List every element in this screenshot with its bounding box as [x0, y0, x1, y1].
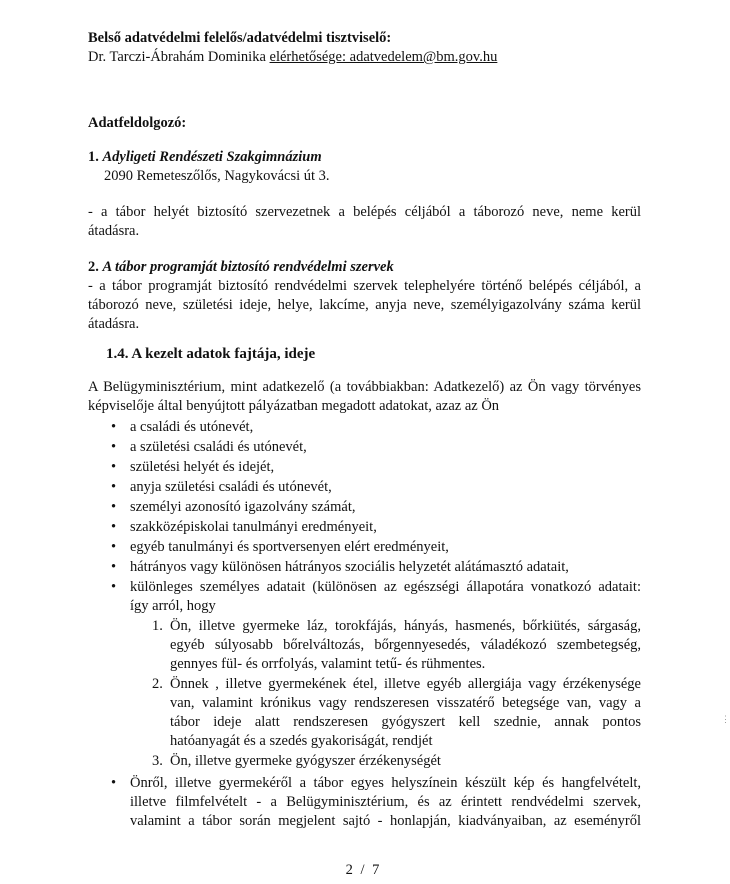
bullet-icon: • [111, 479, 117, 495]
dpo-contact-link[interactable]: elérhetősége: adatvedelem@bm.gov.hu [269, 49, 498, 65]
processor-2-desc-line: átadásra. [88, 316, 140, 332]
list-item [88, 498, 641, 517]
processor-1-desc-line: átadásra. [88, 223, 140, 239]
list-item [88, 558, 641, 577]
dpo-line [88, 48, 641, 67]
health-conditions-list [130, 617, 641, 771]
numbered-line: gennyes fül- és orrfolyás, valamint tetű- és rühmentes. [170, 656, 486, 672]
numbered-line: Önnek , illetve gyermekének étel, illetve egyéb allergiája vagy érzékenysége [170, 676, 641, 692]
processor-2-heading [88, 258, 641, 277]
processor-1 [88, 148, 641, 186]
dpo-block [88, 29, 641, 67]
intro-line: A Belügyminisztérium, mint adatkezelő (a továbbiakban: Adatkezelő) az Ön vagy törvényes [88, 379, 641, 395]
list-item-text: egyéb tanulmányi és sportversenyen elért eredményeit, [130, 539, 449, 555]
special-line: így arról, hogy [130, 598, 216, 614]
processor-title: Adatfeldolgozó: [88, 115, 187, 131]
processor-1-desc-line: - a tábor helyét biztosító szervezetnek a belépés céljából a táborozó neve, neme kerül [88, 204, 641, 220]
bullet-icon: • [111, 419, 117, 435]
bullet-icon: • [111, 499, 117, 515]
scan-margin-mark: ⋮ [721, 714, 730, 724]
list-item-special [88, 578, 641, 771]
item-number: 1. [152, 618, 163, 634]
numbered-item [130, 617, 641, 674]
item-number: 2. [152, 676, 163, 692]
numbered-line: hatóanyagát és a szedés gyakoriságát, rendjét [170, 733, 433, 749]
list-item [88, 538, 641, 557]
bullet-icon: • [111, 519, 117, 535]
processor-1-number: 1. [88, 149, 103, 165]
list-item [88, 478, 641, 497]
list-item-text: a családi és utónevét, [130, 419, 254, 435]
list-item [88, 418, 641, 437]
processor-2 [88, 258, 641, 334]
bullet-icon: • [111, 775, 117, 791]
intro-paragraph [88, 378, 641, 416]
numbered-item [130, 752, 641, 771]
processor-2-name: A tábor programját biztosító rendvédelmi szervek [102, 259, 394, 275]
list-item-text: személyi azonosító igazolvány számát, [130, 499, 356, 515]
numbered-line: egyéb súlyosabb bőrelváltozás, bőrgennyesedés, váladékozó szembetegség, [170, 637, 641, 653]
numbered-line: van, valamint krónikus vagy rendszeresen visszatérő betegsége van, vagy a [170, 695, 641, 711]
bullet-icon: • [111, 579, 117, 595]
list-item [88, 438, 641, 457]
list-item-text: a születési családi és utónevét, [130, 439, 307, 455]
processor-2-desc-line: táborozó neve, születési ideje, helye, lakcíme, anyja neve, személyigazolvány száma kerül [88, 297, 641, 313]
bullet-icon: • [111, 459, 117, 475]
media-line: Önről, illetve gyermekéről a tábor egyes helyszínein készült kép és hangfelvételt, [130, 775, 641, 791]
list-item-text: hátrányos vagy különösen hátrányos szociális helyzetét alátámasztó adatait, [130, 559, 569, 575]
section-heading: 1.4. A kezelt adatok fajtája, ideje [106, 346, 316, 362]
intro-line: képviselője által benyújtott pályázatban megadott adatokat, azaz az Ön [88, 398, 500, 414]
numbered-line: Ön, illetve gyermeke gyógyszer érzékenységét [170, 753, 441, 769]
list-item-text: anyja születési családi és utónevét, [130, 479, 332, 495]
processor-1-name: Adyligeti Rendészeti Szakgimnázium [102, 149, 322, 165]
processor-2-desc-line: - a tábor programját biztosító rendvédelmi szervek telephelyére történő belépés céljából, a [88, 278, 641, 294]
dpo-name: Dr. Tarczi-Ábrahám Dominika [88, 49, 270, 65]
dpo-title: Belső adatvédelmi felelős/adatvédelmi tisztviselő: [88, 30, 392, 46]
numbered-line: Ön, illetve gyermeke láz, torokfájás, hányás, hasmenés, bőrkiütés, sárgaság, [170, 618, 641, 634]
bullet-icon: • [111, 539, 117, 555]
processor-1-desc [88, 203, 641, 241]
list-item-media [88, 774, 641, 831]
list-item [88, 518, 641, 537]
processor-1-heading [88, 148, 641, 167]
numbered-item [130, 675, 641, 751]
bullet-icon: • [111, 439, 117, 455]
list-item-text: szakközépiskolai tanulmányi eredményeit, [130, 519, 377, 535]
list-item [88, 458, 641, 477]
special-line: különleges személyes adatait (különösen az egészségi állapotára vonatkozó adatait: [130, 579, 641, 595]
numbered-line: tábor ideje alatt rendszeresen gyógyszert kell szednie, annak pontos [170, 714, 641, 730]
processor-2-number: 2. [88, 259, 103, 275]
page-number: 2 / 7 [345, 862, 382, 878]
processor-1-address: 2090 Remeteszőlős, Nagykovácsi út 3. [104, 168, 330, 184]
media-line: illetve filmfelvételt - a Belügyminisztérium, és az érintett rendvédelmi szervek, [130, 794, 641, 810]
list-item-text: születési helyét és idejét, [130, 459, 275, 475]
item-number: 3. [152, 753, 163, 769]
media-line: valamint a tábor során megjelent sajtó - honlapján, kiadványaiban, az eseményről [130, 813, 641, 829]
bullet-icon: • [111, 559, 117, 575]
data-list [88, 418, 641, 831]
